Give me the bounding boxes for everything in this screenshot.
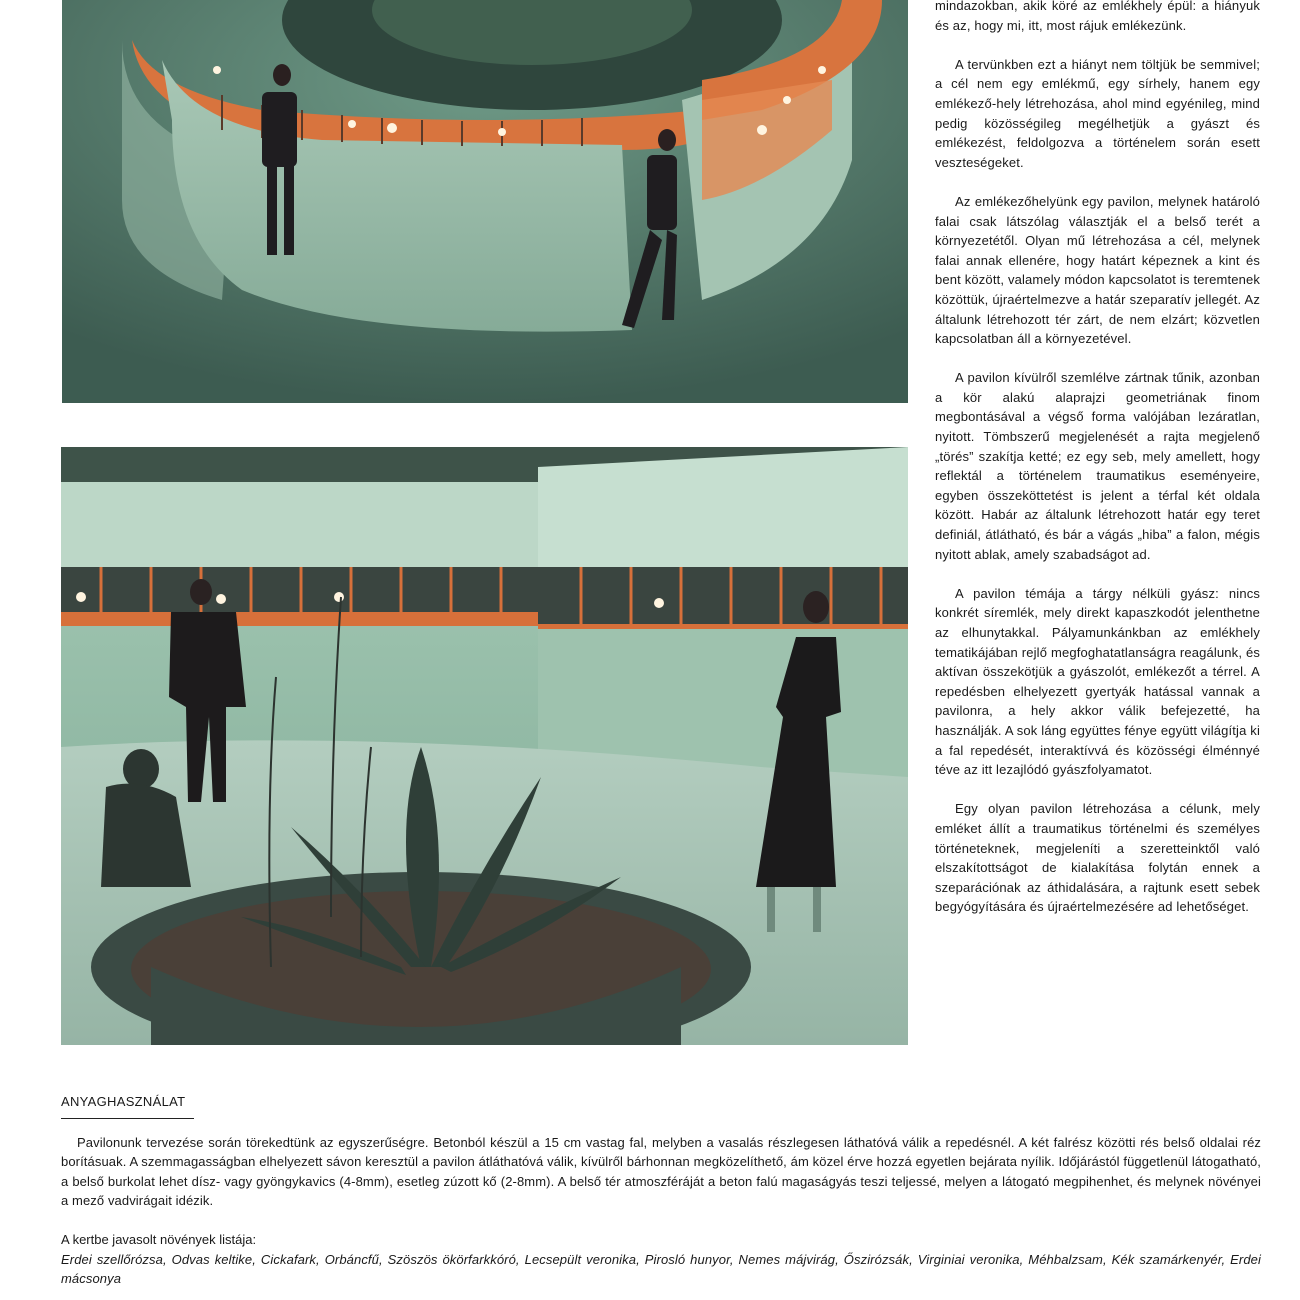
plants-label: A kertbe javasolt növények listája:	[61, 1231, 257, 1247]
essay-column	[935, 0, 1260, 937]
essay-paragraph: mindazokban, akik köré az emlékhely épül: a hiányuk és az, hogy mi, itt, most rájuk emlékezünk.	[935, 0, 1260, 33]
title-underline	[61, 1118, 194, 1119]
essay-paragraph: A tervünkben ezt a hiányt nem töltjük be semmivel; a cél nem egy emlékmű, egy sírhely, hanem egy emlékező-hely létrehozása, ahol mind egyénileg, mind pedig közösségileg megélhetjük a gyászt és emlékezést, feldolgozva a történelem során esett veszteségeket.	[935, 56, 1260, 170]
pavilion-aerial-render	[62, 0, 908, 403]
materials-section	[61, 1092, 1261, 1289]
pavilion-interior-render	[61, 447, 908, 1045]
plants-list: Erdei szellőrózsa, Odvas keltike, Cickafark, Orbáncfű, Szöszös ökörfarkkóró, Lecsepült veronika, Pirosló hunyor, Nemes májvirág, Őszirózsák, Virginiai veronika, Méhbalzsam, Kék szamárkenyér, Erdei mácsonya	[61, 1251, 1261, 1287]
essay-paragraph: A pavilon témája a tárgy nélküli gyász: nincs konkrét síremlék, mely direkt kapaszkodót jelenthetne az elhunytakkal. Pályamunkánkban az emlékhely tematikájában rejlő megfoghatatlanságra reagálunk, és aktívan összekötjük a gyászolót, emlékezőt a térrel. A repedésben elhelyezett gyertyák hatással vannak a pavilonra, a hely akkor válik befejezetté, ha használják. A sok láng együttes fénye együtt világítja ki a fal repedését, interaktívvá és közösségi élménnyé téve az itt lezajlódó gyászfolyamatot.	[935, 585, 1260, 778]
essay-paragraph: Az emlékezőhelyünk egy pavilon, melynek határoló falai csak látszólag választják el a belső terét a környezetétől. Olyan mű létrehozása a cél, melynek falai annak ellenére, hogy határt képeznek a kint és bent között, valamely módon kapcsolatot is teremtenek közöttük, újraértelmezve a határ szeparatív jellegét. Az általunk létrehozott tér zárt, de nem elzárt; közvetlen kapcsolatban áll a környezetével.	[935, 193, 1260, 347]
materials-paragraph: Pavilonunk tervezése során törekedtünk az egyszerűségre. Betonból készül a 15 cm vastag fal, melyben a vasalás részlegesen láthatóvá válik a repedésnél. A két falrész közötti rés belső oldalai réz borításuak. A szemmagasságban elhelyezett sávon keresztül a pavilon átláthatóvá válik, kívülről bárhonnan megközelíthető, ám közel érve hozzá egyetlen bejárata nyílik. Időjárástól függetlenül látogatható, a belső burkolat lehet dísz- vagy gyöngykavics (4-8mm), esetleg zúzott kő (2-8mm). A belső tér atmoszféráját a beton falú magaságyás teszi teljessé, melyen a látogató megpihenhet, és melynek növényei a mező vadvirágait idézik.	[61, 1134, 1261, 1209]
essay-paragraph: A pavilon kívülről szemlélve zártnak tűnik, azonban a kör alakú alaprajzi geometriának finom megbontásával a végső forma valójában lezáratlan, nyitott. Tömbszerű megjelenését a rajta megjelenő „törés” szakítja ketté; ez egy seb, mely amellett, hogy reflektál a történelem traumatikus eseményeire, egyben összeköttetést is jelent a térfal két oldala között. Habár az általunk létrehozott határ egy teret definiál, átlátható, és bár a vágás „hiba” a falon, mégis nyitott ablak, amely szabadságot ad.	[935, 370, 1260, 562]
essay-paragraph: Egy olyan pavilon létrehozása a célunk, mely emléket állít a traumatikus történelmi és személyes történeteknek, megjeleníti a szeretteinktől való elszakítottságot de kialakítása folytán ennek a szeparációnak az áthidalására, a rajtunk esett sebek begyógyítására és újraértelmezésére ad lehetőséget.	[935, 801, 1260, 915]
materials-title: ANYAGHASZNÁLAT	[61, 1094, 186, 1109]
